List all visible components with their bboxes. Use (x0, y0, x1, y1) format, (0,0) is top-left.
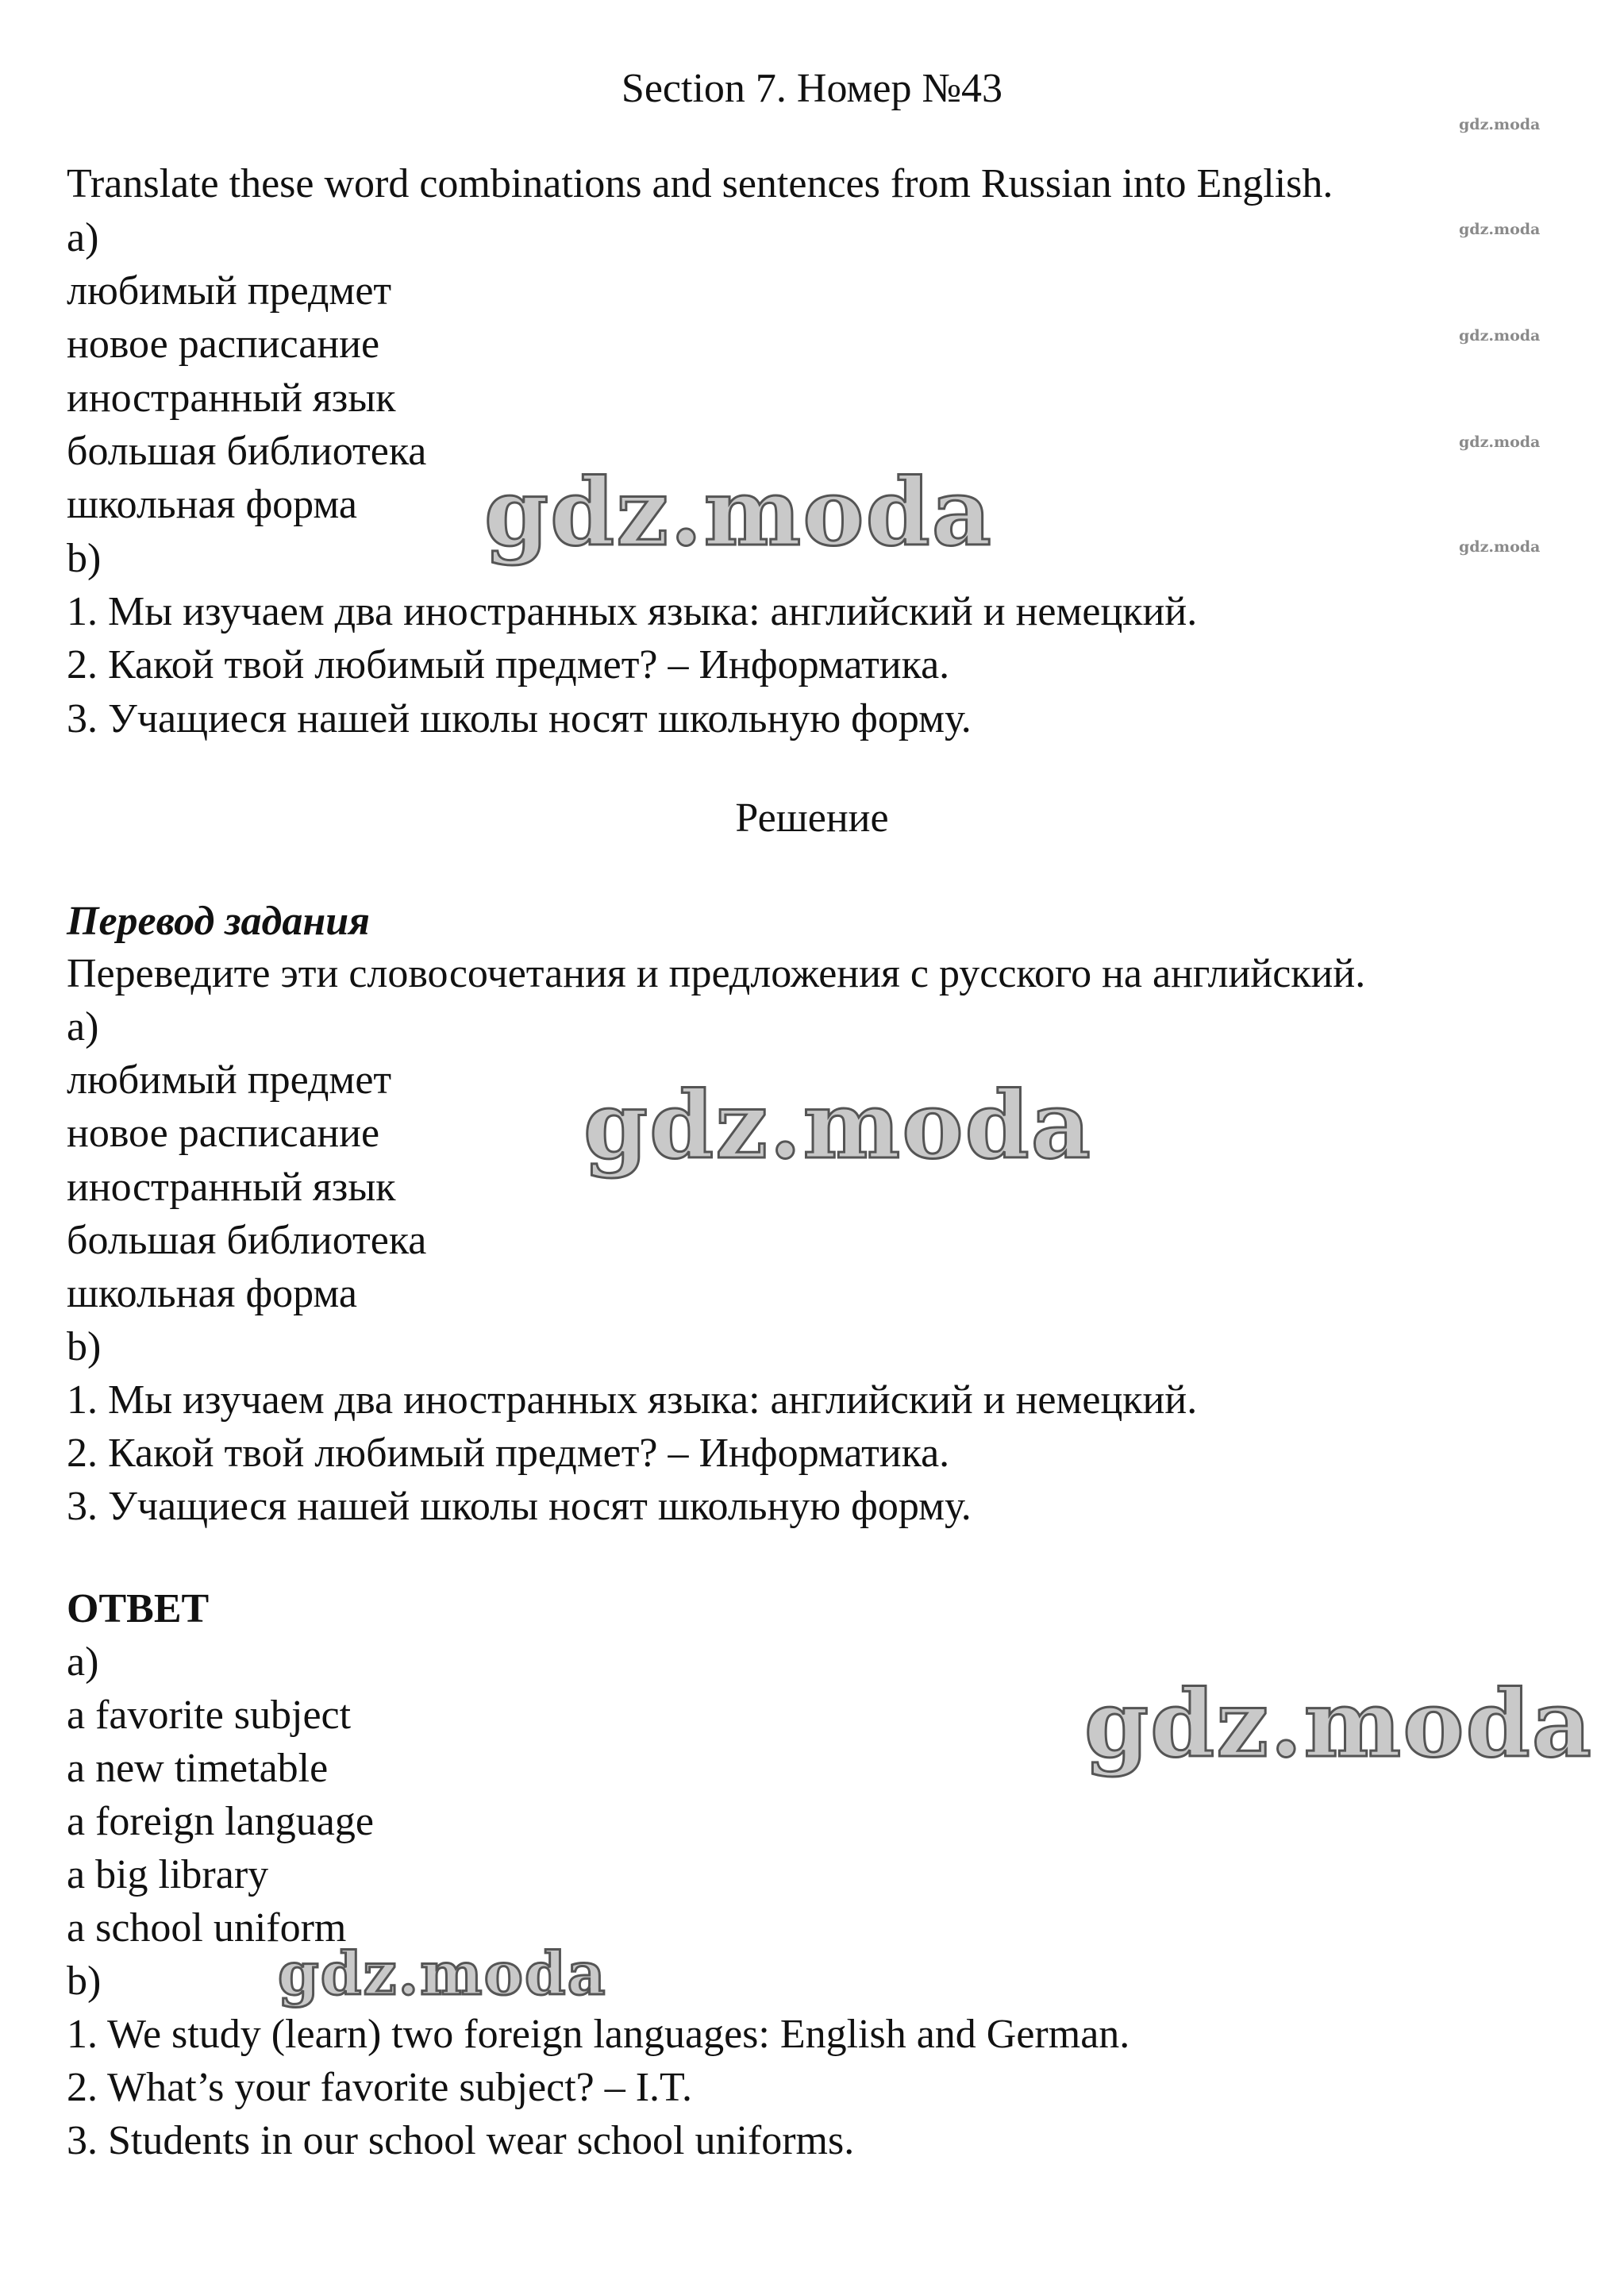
answer-part-b-label: b) (67, 1958, 102, 2004)
translation-heading: Перевод задания (67, 899, 370, 944)
sentence-item: 1. We study (learn) two foreign languages: English and German. (67, 2012, 1130, 2057)
watermark-small: gdz.moda (1459, 538, 1541, 556)
page-title: Section 7. Номер №43 (621, 66, 1003, 111)
list-item: иностранный язык (67, 376, 396, 421)
translation-instruction: Переведите эти словосочетания и предложения с русского на английский. (67, 951, 1366, 996)
watermark: gdz.moda (1084, 1670, 1593, 1778)
list-item: a new timetable (67, 1746, 329, 1791)
list-item: большая библиотека (67, 429, 427, 474)
watermark-small: gdz.moda (1459, 327, 1541, 345)
watermark: gdz.moda (278, 1940, 607, 2008)
list-item: a foreign language (67, 1799, 374, 1844)
list-item: школьная форма (67, 482, 358, 527)
translation-part-b-label: b) (67, 1324, 102, 1369)
list-item: a big library (67, 1852, 269, 1897)
sentence-item: 3. Учащиеся нашей школы носят школьную форму. (67, 1484, 972, 1529)
list-item: большая библиотека (67, 1218, 427, 1263)
watermark-small: gdz.moda (1459, 433, 1541, 451)
list-item: школьная форма (67, 1271, 358, 1316)
sentence-item: 1. Мы изучаем два иностранных языка: английский и немецкий. (67, 589, 1198, 634)
task-instruction: Translate these word combinations and sentences from Russian into English. (67, 161, 1333, 206)
list-item: новое расписание (67, 1111, 380, 1156)
solution-heading: Решение (735, 795, 889, 841)
answer-part-a-label: a) (67, 1639, 99, 1685)
list-item: a school uniform (67, 1905, 347, 1951)
list-item: новое расписание (67, 322, 380, 367)
task-part-b-label: b) (67, 536, 102, 581)
translation-part-a-label: a) (67, 1004, 99, 1049)
task-part-a-label: a) (67, 215, 99, 260)
list-item: иностранный язык (67, 1165, 396, 1210)
watermark: gdz.moda (583, 1072, 1092, 1180)
watermark-small: gdz.moda (1459, 221, 1541, 238)
answer-heading: ОТВЕТ (67, 1586, 210, 1631)
sentence-item: 2. What’s your favorite subject? – I.T. (67, 2065, 692, 2110)
sentence-item: 2. Какой твой любимый предмет? – Информатика. (67, 642, 950, 687)
sentence-item: 1. Мы изучаем два иностранных языка: английский и немецкий. (67, 1377, 1198, 1423)
watermark-small: gdz.moda (1459, 116, 1541, 133)
sentence-item: 3. Учащиеся нашей школы носят школьную форму. (67, 696, 972, 741)
sentence-item: 2. Какой твой любимый предмет? – Информатика. (67, 1431, 950, 1476)
list-item: a favorite subject (67, 1693, 352, 1738)
list-item: любимый предмет (67, 268, 392, 314)
list-item: любимый предмет (67, 1057, 392, 1103)
watermark: gdz.moda (484, 459, 993, 567)
sentence-item: 3. Students in our school wear school uniforms. (67, 2118, 855, 2163)
